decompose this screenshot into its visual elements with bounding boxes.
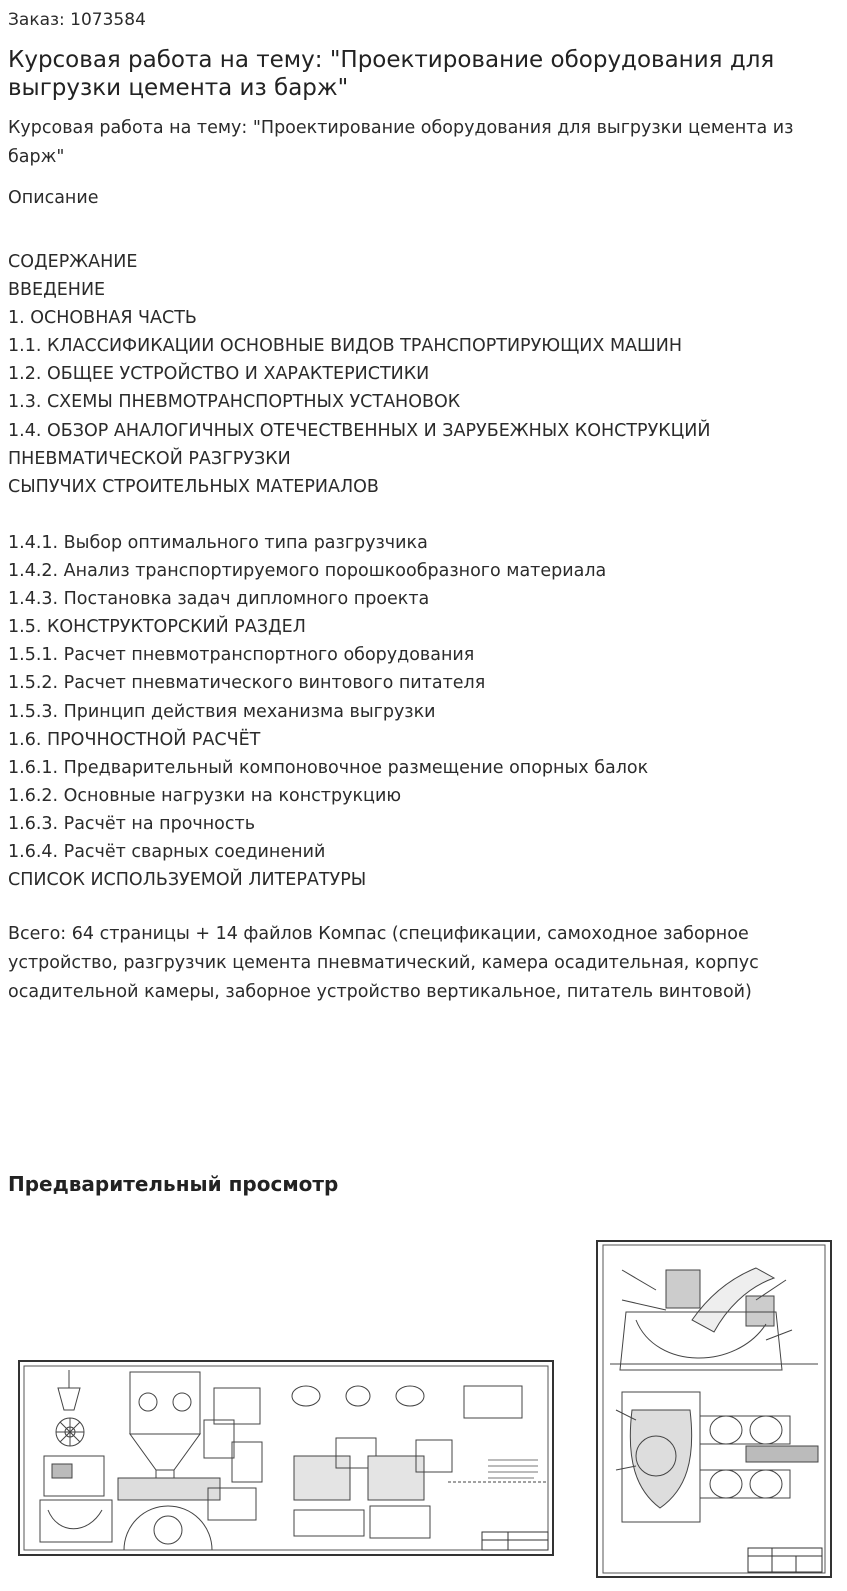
toc-item: 1.5.2. Расчет пневматического винтового питателя xyxy=(8,673,486,694)
drawing-unloader-image xyxy=(596,1240,832,1578)
toc-item: 1.6.4. Расчёт сварных соединений xyxy=(8,841,326,862)
page-title: Курсовая работа на тему: "Проектирование оборудования для выгрузки цемента из барж" xyxy=(8,47,775,101)
toc-item: 1.1. КЛАССИФИКАЦИИ ОСНОВНЫЕ ВИДОВ ТРАНСПОРТИРУЮЩИХ МАШИН xyxy=(8,336,682,357)
toc-item: 1.4.1. Выбор оптимального типа разгрузчика xyxy=(8,532,428,553)
toc-item: ВВЕДЕНИЕ xyxy=(8,280,106,301)
toc-item: 1. ОСНОВНАЯ ЧАСТЬ xyxy=(8,308,197,329)
toc-item: 1.5.3. Принцип действия механизма выгрузки xyxy=(8,701,436,722)
toc-item: 1.6.2. Основные нагрузки на конструкцию xyxy=(8,785,402,806)
toc-item: 1.5. КОНСТРУКТОРСКИЙ РАЗДЕЛ xyxy=(8,617,306,638)
description-label: Описание xyxy=(8,188,99,208)
toc-item: СЫПУЧИХ СТРОИТЕЛЬНЫХ МАТЕРИАЛОВ xyxy=(8,476,379,497)
toc-item: 1.2. ОБЩЕЕ УСТРОЙСТВО И ХАРАКТЕРИСТИКИ xyxy=(8,364,430,385)
work-subtitle: Курсовая работа на тему: "Проектирование оборудования для выгрузки цемента из барж" xyxy=(8,118,794,167)
toc-item: 1.4. ОБЗОР АНАЛОГИЧНЫХ ОТЕЧЕСТВЕННЫХ И ЗАРУБЕЖНЫХ КОНСТРУКЦИЙ xyxy=(8,420,711,441)
toc-spacer xyxy=(8,501,843,529)
toc-item: 1.6. ПРОЧНОСТНОЙ РАСЧЁТ xyxy=(8,729,261,750)
total-pages-info: Всего: 64 страницы + 14 файлов Компас (спецификации, самоходное заборное устройство, разгрузчик цемента пневматический, камера осадительная, корпус осадительной камеры, заборное устройство вертикальное, питатель винтовой) xyxy=(8,924,759,1002)
order-number: Заказ: 1073584 xyxy=(8,10,146,30)
preview-drawing-assembly[interactable] xyxy=(18,1360,554,1556)
preview-heading: Предварительный просмотр xyxy=(8,1172,339,1196)
toc-item: 1.4.3. Постановка задач дипломного проекта xyxy=(8,589,430,610)
toc-item: 1.6.1. Предварительный компоновочное размещение опорных балок xyxy=(8,757,649,778)
drawing-assembly-image xyxy=(18,1360,554,1556)
toc-item: 1.3. СХЕМЫ ПНЕВМОТРАНСПОРТНЫХ УСТАНОВОК xyxy=(8,392,461,413)
toc-item: ПНЕВМАТИЧЕСКОЙ РАЗГРУЗКИ xyxy=(8,448,291,469)
toc-item: СПИСОК ИСПОЛЬЗУЕМОЙ ЛИТЕРАТУРЫ xyxy=(8,870,367,891)
preview-drawing-unloader[interactable] xyxy=(596,1240,832,1578)
toc-item: 1.4.2. Анализ транспортируемого порошкообразного материала xyxy=(8,561,607,582)
toc-item: 1.5.1. Расчет пневмотранспортного оборудования xyxy=(8,645,475,666)
table-of-contents xyxy=(8,248,843,894)
toc-item: СОДЕРЖАНИЕ xyxy=(8,252,138,272)
toc-item: 1.6.3. Расчёт на прочность xyxy=(8,813,256,834)
